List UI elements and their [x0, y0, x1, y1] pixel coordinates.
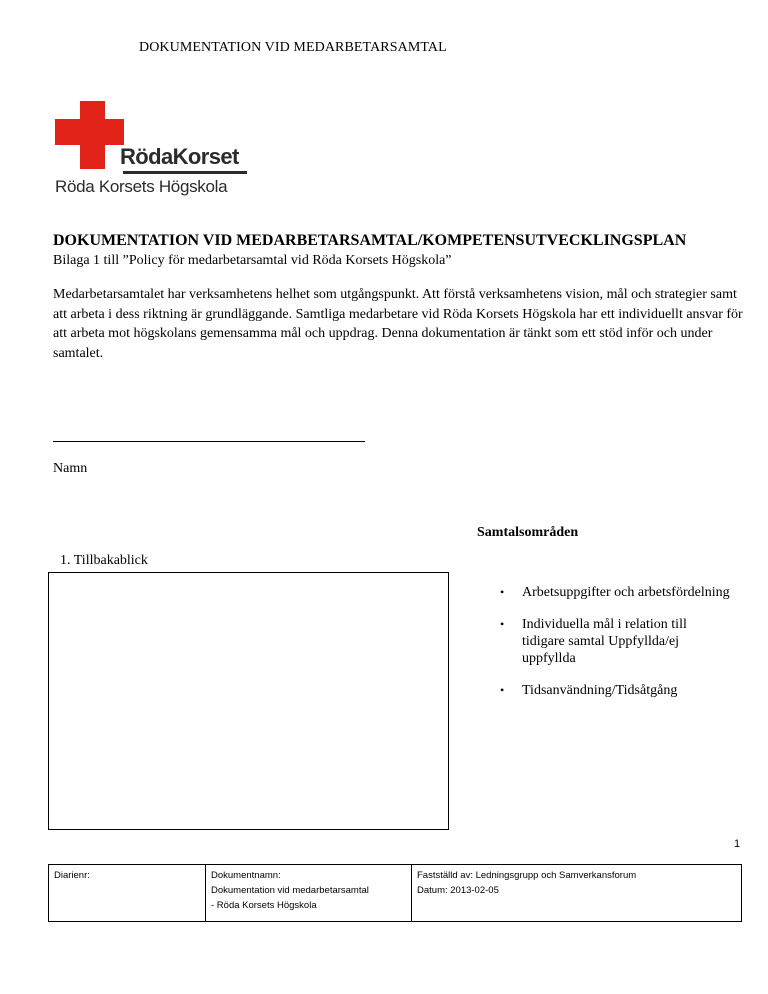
logo-wordmark: RödaKorset	[120, 144, 239, 169]
section-retrospective-label: 1. Tillbakablick	[60, 553, 148, 568]
logo-underline	[123, 171, 247, 174]
logo-subtitle: Röda Korsets Högskola	[55, 177, 228, 196]
name-signature-line[interactable]	[53, 441, 365, 442]
area-item-label: Individuella mål i relation till tidigare samtal Uppfyllda/ej uppfyllda	[522, 617, 687, 666]
area-item-label: Tidsanvändning/Tidsåtgång	[522, 683, 678, 698]
bullet-icon: •	[500, 585, 505, 599]
footer-document-name-suffix: - Röda Korsets Högskola	[211, 900, 317, 911]
red-cross-icon-bar	[55, 119, 124, 145]
footer-document-name-label: Dokumentnamn:	[211, 870, 281, 881]
footer-document-name: Dokumentation vid medarbetarsamtal	[211, 885, 369, 896]
retrospective-notes-box[interactable]	[48, 572, 449, 830]
intro-paragraph: Medarbetarsamtalet har verksamhetens helhet som utgångspunkt. Att förstå verksamhetens vision, mål och strategier samt att arbeta i dess riktning är grundläggande. Samtliga medarbetare vid Röda Korsets Högskola har ett individuellt ansvar för att arbeta mot högskolans gemensamma mål och uppdrag. Denna dokumentation är tänkt som ett stöd inför och under samtalet.	[53, 287, 743, 361]
footer-diarienr: Diarienr:	[54, 870, 90, 881]
conversation-areas-list	[500, 584, 730, 714]
bullet-icon: •	[500, 683, 505, 697]
running-header: DOKUMENTATION VID MEDARBETARSAMTAL	[139, 40, 447, 55]
red-cross-logo	[55, 101, 255, 201]
footer-date: Datum: 2013-02-05	[417, 885, 499, 896]
area-item-label: Arbetsuppgifter och arbetsfördelning	[522, 585, 730, 600]
footer-document-name-cell	[206, 865, 412, 922]
footer-approval-cell	[412, 865, 742, 922]
footer-approved-by: Fastställd av: Ledningsgrupp och Samverkansforum	[417, 870, 637, 881]
footer-diarienr-cell	[49, 865, 206, 922]
name-label: Namn	[53, 461, 88, 476]
document-subtitle: Bilaga 1 till ”Policy för medarbetarsamtal vid Röda Korsets Högskola”	[53, 253, 452, 268]
list-item	[500, 584, 730, 601]
document-title: DOKUMENTATION VID MEDARBETARSAMTAL/KOMPETENSUTVECKLINGSPLAN	[53, 232, 687, 249]
list-item	[500, 682, 730, 699]
document-footer-table	[48, 864, 742, 922]
conversation-areas-heading: Samtalsområden	[477, 525, 579, 540]
bullet-icon: •	[500, 617, 505, 631]
page-number: 1	[734, 838, 741, 850]
list-item	[500, 616, 730, 667]
